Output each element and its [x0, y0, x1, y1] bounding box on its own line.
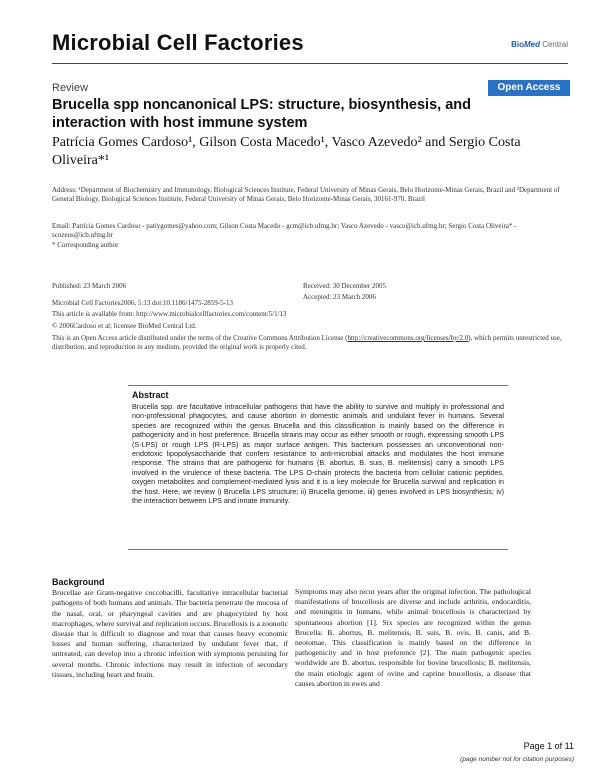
published-date: Published: 23 March 2006	[52, 282, 127, 290]
license-tail: ), which permits unrestricted use, distribution, and reproduction in any medium, provided the original work is properly cited.	[52, 334, 562, 351]
background-text-right: Symptoms may also recur years after the original infection. The pathological manifestations of brucellosis are diverse and include arthritis, endocarditis, and meningitis in humans, while animal brucellosis is characterized by spontaneous abortion [1]. Six species are recognized within the genus Brucella: B. abortus, B. melitensis, B. suis, B. ovis, B. canis, and B. neotomae. This classification is mainly based on the difference in pathogenicity and in host preference [2]. The main pathogenic species worldwide are B. abortus, responsible for bovine brucellosis; B. melitensis, the main etiologic agent of ovine and caprine brucellosis, a disease that causes abortion in ewes and	[295, 587, 531, 688]
accepted-date: Accepted: 23 March 2006	[303, 293, 376, 301]
abstract-box	[128, 385, 508, 550]
license-text: This is an Open Access article distributed under the terms of the Creative Commons Attribution License (	[52, 334, 348, 342]
author-list: Patrícia Gomes Cardoso¹, Gilson Costa Macedo¹, Vasco Azevedo² and Sergio Costa Oliveira*¹	[52, 135, 521, 168]
body-column-left	[52, 577, 288, 680]
body-column-right	[295, 587, 531, 689]
received-date: Received: 30 December 2005	[303, 282, 386, 290]
corresponding-note: * Corresponding author	[52, 241, 119, 249]
citation-line: Microbial Cell Factories2006, 5:13 doi:10.1186/1475-2859-5-13	[52, 299, 233, 307]
review-dates	[303, 282, 386, 304]
author-emails: Email: Patrícia Gomes Cardoso - patiygomes@yahoo.com; Gilson Costa Macedo - gcm@icb.ufmg.br; Vasco Azevedo - vasco@icb.ufmg.br; Sergio Costa Oliveira* - scozeus@icb.ufmg.br	[52, 222, 517, 239]
article-type: Review	[52, 82, 89, 94]
journal-title: Microbial Cell Factories	[52, 30, 304, 55]
article-title: Brucella spp noncanonical LPS: structure, biosynthesis, and interaction with host immune system	[52, 97, 471, 131]
background-text-left: Brucellae are Gram-negative coccobacilli, facultative intracellular bacterial pathogens of both humans and animals. The bacteria penetrate the mucosa of the nasal, oral, or pharyngeal cavities and are phagocytized by host macrophages, where survival and replication occurs. Brucellosis is a zoonotic disease that is difficult to diagnose and treat that causes heavy economic losses and human suffering, characterized by undulant fever that, if untreated, can develop into a chronic infection with symptoms persisting for several months. Chronic infections may result in infection of secondary tissues, including heart and brain.	[52, 588, 288, 679]
copyright-line: © 2006Cardoso et al; licensee BioMed Central Ltd.	[52, 322, 197, 330]
license-link[interactable]: http://creativecommons.org/licenses/by/2.0	[347, 334, 469, 342]
open-access-badge: Open Access	[488, 80, 570, 96]
availability-line: This article is available from: http://www.microbialcellfactories.com/content/5/1/13	[52, 310, 287, 318]
logo-bio: Bio	[511, 40, 524, 49]
logo-central: Central	[542, 40, 568, 49]
abstract-text: Brucella spp. are facultative intracellular pathogens that have the ability to survive and multiply in professional and non-professional phagocytes, and cause abortion in domestic animals and undulant fever in humans. Several species are recognized within the genus Brucella and this classification is mainly based on the difference in pathogenicity and in host preference. Brucella strains may occur as either smooth or rough, expressing smooth LPS (S-LPS) or rough LPS (R-LPS) as major surface antigen. This bacterium possesses an unconventional non-endotoxic lipopolysaccharide that confers resistance to anti-microbial attacks and modulates the host immune response. The strains that are pathogenic for humans (B. abortus, B. suis, B. melitensis) carry a smooth LPS involved in the virulence of these bacteria. The LPS O-chain protects the bacteria from cellular cationic peptides, oxygen metabolites and complement-mediated lysis and it is a key molecule for Brucella survival and replication in the host. Here, we review i) Brucella LPS structure; ii) Brucella genome, iii) genes involved in LPS biosynthesis; iv) the interaction between LPS and innate immunity.	[132, 402, 504, 506]
abstract-heading: Abstract	[132, 390, 169, 400]
license-line	[52, 334, 577, 352]
page-number: Page 1 of 11	[523, 741, 574, 751]
background-heading: Background	[52, 577, 105, 587]
header-divider	[52, 63, 568, 64]
logo-med: Med	[523, 40, 540, 49]
author-address: Address: ¹Department of Biochemistry and Immunology, Biological Sciences Institute, Federal University of Minas Gerais, Belo Horizonte-Minas Gerais, Brazil and ²Department of General Biology, Biological Sciences Institute, Federal University of Minas Gerais, Belo Horizonte-Minas Gerais, 30161-970, Brazil	[52, 186, 560, 203]
page-note: (page number not for citation purposes)	[460, 756, 574, 763]
license-block	[52, 310, 577, 355]
biomed-central-logo[interactable]	[511, 40, 568, 49]
